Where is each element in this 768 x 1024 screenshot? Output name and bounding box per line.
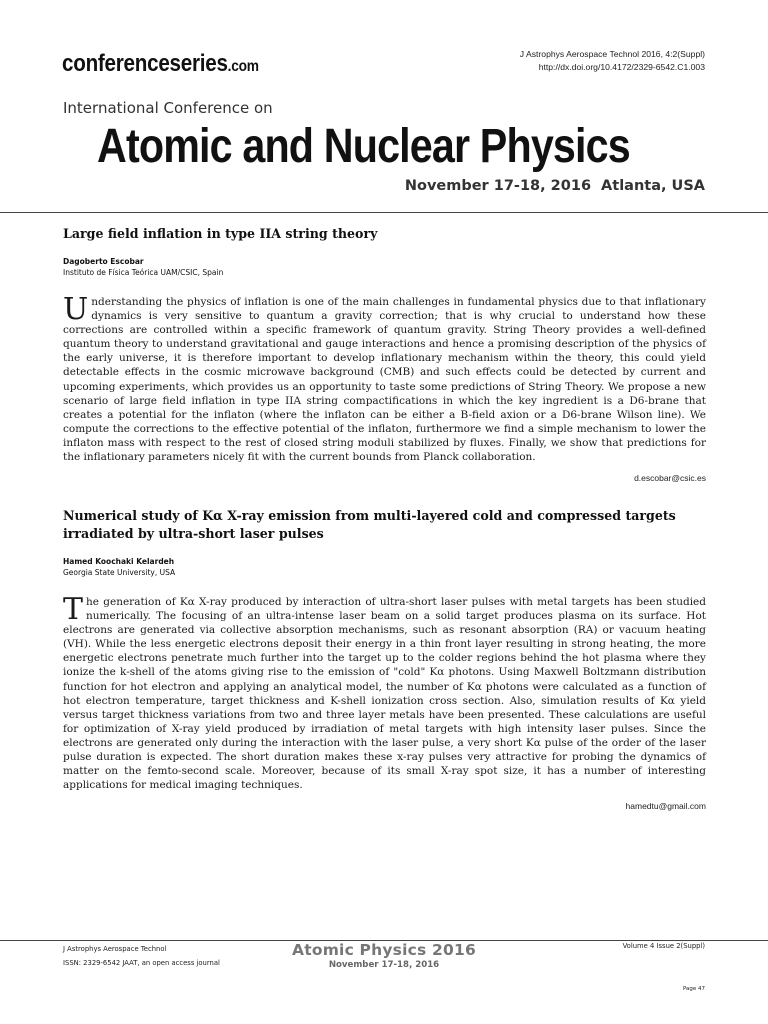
footer-event-date: November 17-18, 2016 — [328, 960, 440, 970]
header-divider — [0, 212, 768, 213]
article-title: Numerical study of Kα X-ray emission from multi-layered cold and compressed targets irradiated by ultra-short laser pulses — [63, 508, 676, 541]
footer-volume: Volume 4 Issue 2(Suppl) — [622, 942, 705, 950]
article-title: Large field inflation in type IIA string theory — [63, 226, 378, 241]
footer-event-title: Atomic Physics 2016 — [292, 941, 476, 959]
article-affiliation: Georgia State University, USA — [63, 568, 176, 577]
journal-citation: J Astrophys Aerospace Technol 2016, 4:2(Suppl) — [519, 49, 705, 59]
page-number: Page 47 — [682, 986, 705, 992]
article-2 — [63, 507, 706, 811]
conference-date: November 17-18, 2016 — [404, 178, 592, 194]
doi-link[interactable]: http://dx.doi.org/10.4172/2329-6542.C1.003 — [538, 61, 705, 72]
author-email[interactable]: d.escobar@csic.es — [634, 473, 706, 484]
footer-issn: ISSN: 2329-6542 JAAT, an open access journal — [63, 959, 220, 967]
article-author: Dagoberto Escobar — [63, 257, 144, 266]
conference-date-location — [405, 178, 705, 194]
article-abstract — [63, 292, 706, 464]
article-affiliation: Instituto de Física Teórica UAM/CSIC, Spain — [63, 268, 224, 277]
conference-prefix: International Conference on — [63, 99, 273, 117]
article-1 — [63, 225, 706, 483]
drop-cap: U — [63, 292, 89, 327]
abstract-text: nderstanding the physics of inflation is one of the main challenges in fundamental physics due to that inflationary dynamics is very sensitive to quantum a gravity correction; that is why crucial to understand how these corrections are controlled within a specific framework of quantum gravity. String Theory provides a well-defined quantum theory to understand gravitational and gauge interactions and hence a promising description of the physics of the early universe, it is therefore important to develop inflationary mechanism within the theory, this could yield detectable effects in the cosmic microwave background (CMB) and such effects could be detected by current and upcoming experiments, which provides us an opportunity to taste some predictions of String Theory. We propose a new scenario of large field inflation in type IIA string compactifications in which the key ingredient is a D6-brane that creates a potential for the inflaton (where the inflaton can be either a B-field axion or a D6-brane Wilson line). We compute the corrections to the effective potential of the inflaton, furthermore we find a simple mechanism to lower the inflaton mass with respect to the rest of closed string moduli stabilized by fluxes. Finally, we show that predictions for the inflationary parameters nicely fit with the current bounds from Planck collaboration. — [63, 296, 706, 464]
drop-cap: T — [63, 592, 84, 627]
conference-location: Atlanta, USA — [601, 178, 705, 194]
article-author: Hamed Koochaki Kelardeh — [63, 557, 175, 566]
article-abstract — [63, 592, 706, 792]
footer-journal: J Astrophys Aerospace Technol — [63, 945, 167, 953]
site-logo[interactable] — [62, 50, 259, 78]
conference-title: Atomic and Nuclear Physics — [97, 120, 630, 173]
author-email[interactable]: hamedtu@gmail.com — [625, 801, 706, 812]
abstract-text: he generation of Kα X-ray produced by interaction of ultra-short laser pulses with metal targets has been studied numerically. The focusing of an ultra-intense laser beam on a solid target produces plasma on its surface. Hot electrons are generated via collective absorption mechanisms, such as resonant absorption (RA) or vacuum heating (VH). While the less energetic electrons deposit their energy in a thin front layer resulting in strong heating, the more energetic electrons penetrate much further into the target up to the colder regions behind the hot plasma where they ionize the k-shell of the atoms giving rise to the emission of "cold" Kα photons. Using Maxwell Boltzmann distribution function for hot electron and applying an analytical model, the number of Kα photons were calculated as a function of hot electron temperature, target thickness and K-shell ionization cross section. Also, simulation results of Kα yield versus target thickness variations from two and three layer metals have been presented. These calculations are useful for optimization of X-ray yield produced by irradiation of metal targets with high intensity laser pulses. Since the electrons are generated only during the interaction with the laser pulse, a very short Kα pulse of the order of the laser pulse duration is expected. The short duration makes these x-ray pulses very attractive for probing the dynamics of matter on the femto-second scale. Moreover, because of its small X-ray spot size, it has a number of interesting applications for medical imaging techniques. — [63, 596, 706, 792]
site-name: conferenceseries — [62, 50, 228, 77]
site-tld: .com — [227, 58, 259, 75]
journal-reference — [520, 48, 705, 73]
